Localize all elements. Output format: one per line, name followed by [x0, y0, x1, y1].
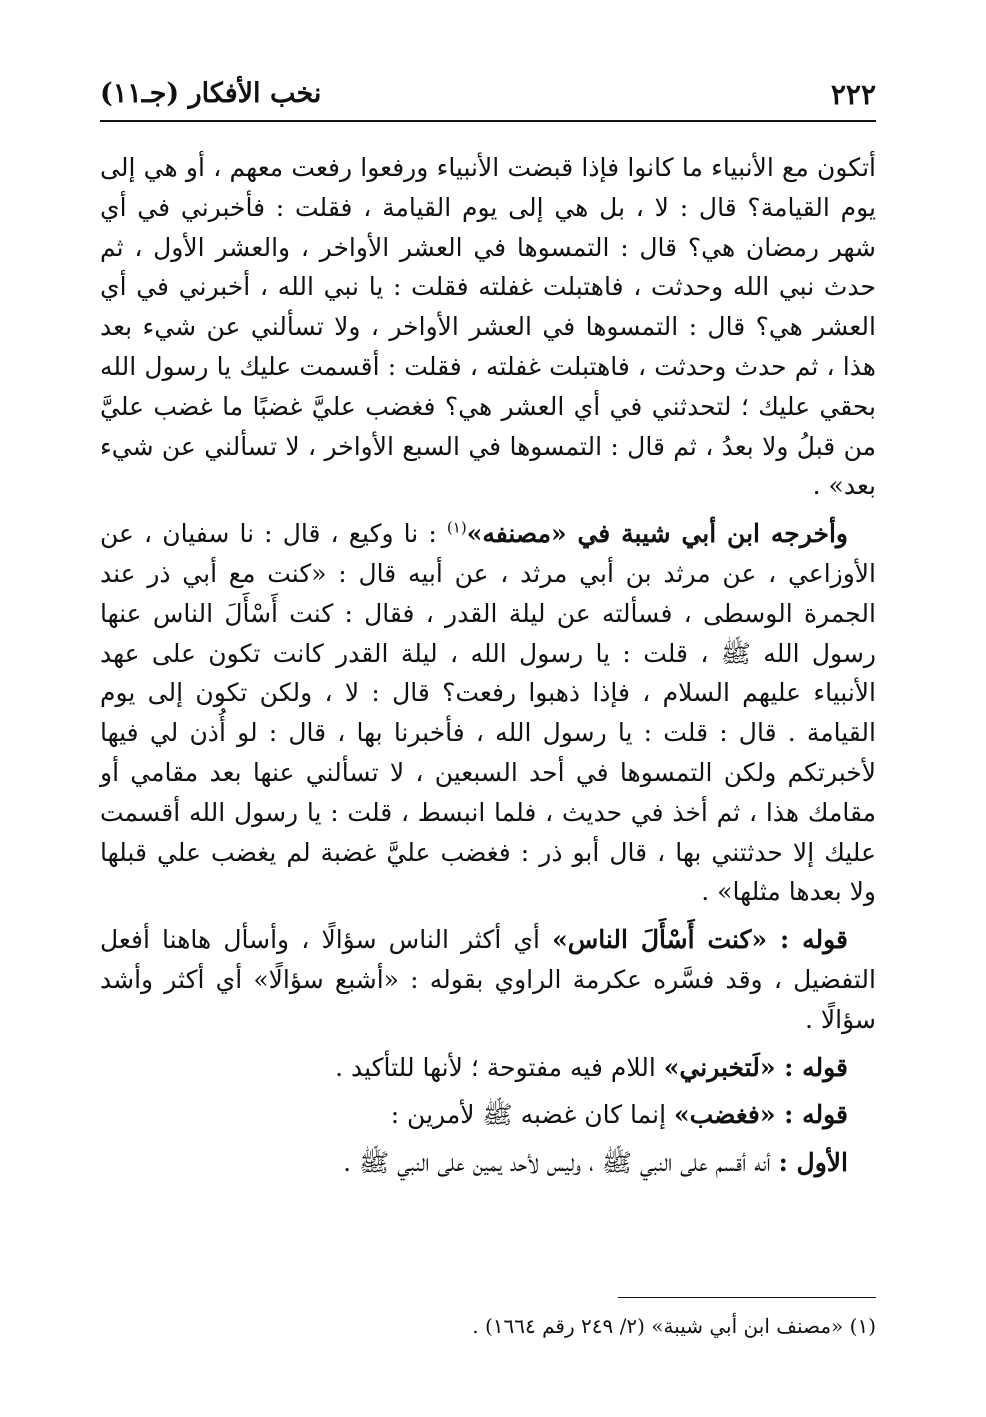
footnote-reference[interactable]: (١) — [446, 518, 467, 537]
paragraph-lead: الأول : — [778, 1148, 848, 1178]
paragraph-lead: قوله : «فغضب» — [673, 1100, 848, 1130]
running-title: نخب الأفكار (جـ١١) — [100, 78, 322, 109]
body-text — [100, 148, 876, 1183]
page-number: ٢٢٢ — [830, 78, 876, 111]
footnote: (١) «مصنف ابن أبي شيبة» (٢/ ٢٤٩ رقم ١٦٦٤) . — [472, 1314, 876, 1338]
footnote-divider — [618, 1297, 876, 1298]
paragraph-lead: قوله : «لَتخبرني» — [663, 1052, 848, 1082]
paragraph-text: أي أكثر الناس سؤالًا ، وأسأل هاهنا أفعل التفضيل ، وقد فسَّره عكرمة الراوي بقوله : «أشبع سؤالًا» أي أكثر وأشد سؤالًا . — [100, 925, 876, 1034]
paragraph-lead: وأخرجه ابن أبي شيبة في «مصنفه» — [466, 519, 848, 549]
paragraph-text: إنما كان غضبه ﷺ لأمرين : — [390, 1100, 674, 1130]
paragraph-latukhbirni — [100, 1048, 876, 1088]
paragraph-lead: قوله : «كنت أَسْأَلَ الناس» — [552, 925, 849, 955]
page-header — [100, 70, 876, 122]
paragraph-faghadiba — [100, 1095, 876, 1135]
paragraph-continued: أتكون مع الأنبياء ما كانوا فإذا قبضت الأنبياء ورفعوا رفعت معهم ، أو هي إلى يوم القيامة؟ قال : لا ، بل هي إلى يوم القيامة ، فقلت : فأخبرني في أي شهر رمضان هي؟ قال : التمسوها في العشر الأواخر ، والعشر الأول ، ثم حدث نبي الله وحدثت ، فاهتبلت غفلته فقلت : يا نبي الله ، أخبرني في أي العشر هي؟ قال : التمسوها في العشر الأواخر ، ولا تسألني عن شيء بعد هذا ، ثم حدث وحدثت ، فاهتبلت غفلته ، فقلت : أقسمت عليك يا رسول الله بحقي عليك ؛ لتحدثني في أي العشر هي؟ فغضب عليَّ غضبًا ما غضب عليَّ من قبلُ ولا بعدُ ، ثم قال : التمسوها في السبع الأواخر ، لا تسألني عن شيء بعد» . — [100, 153, 876, 501]
paragraph-text: أنه أقسم على النبي ﷺ ، وليس لأحد يمين على النبي ﷺ . — [343, 1148, 779, 1178]
paragraph-kuntu-asala — [100, 920, 876, 1039]
paragraph-ibn-abi-shayba — [100, 514, 876, 912]
paragraph-first-reason — [100, 1143, 876, 1183]
paragraph-text: اللام فيه مفتوحة ؛ لأنها للتأكيد . — [335, 1052, 664, 1082]
paragraph-text: : نا وكيع ، قال : نا سفيان ، عن الأوزاعي ، عن مرثد بن أبي مرثد ، عن أبيه قال : «كنت مع أبي ذر عند الجمرة الوسطى ، فسألته عن ليلة القدر ، فقال : كنت أَسْأَلَ الناس عنها رسول الله ﷺ ، قلت : يا رسول الله ، ليلة القدر كانت تكون على عهد الأنبياء عليهم السلام ، فإذا ذهبوا رفعت؟ قال : لا ، ولكن تكون إلى يوم القيامة . قال : قلت : يا رسول الله ، فأخبرنا بها ، قال : لو أُذن لي فيها لأخبرتكم ولكن التمسوها في أحد السبعين ، لا تسألني عنها بعد مقامي أو مقامك هذا ، ثم أخذ في حديث ، فلما انبسط ، قلت : يا رسول الله أقسمت عليك إلا حدثتني بها ، قال أبو ذر : فغضب عليَّ غضبة لم يغضب علي قبلها ولا بعدها مثلها» . — [100, 519, 876, 907]
